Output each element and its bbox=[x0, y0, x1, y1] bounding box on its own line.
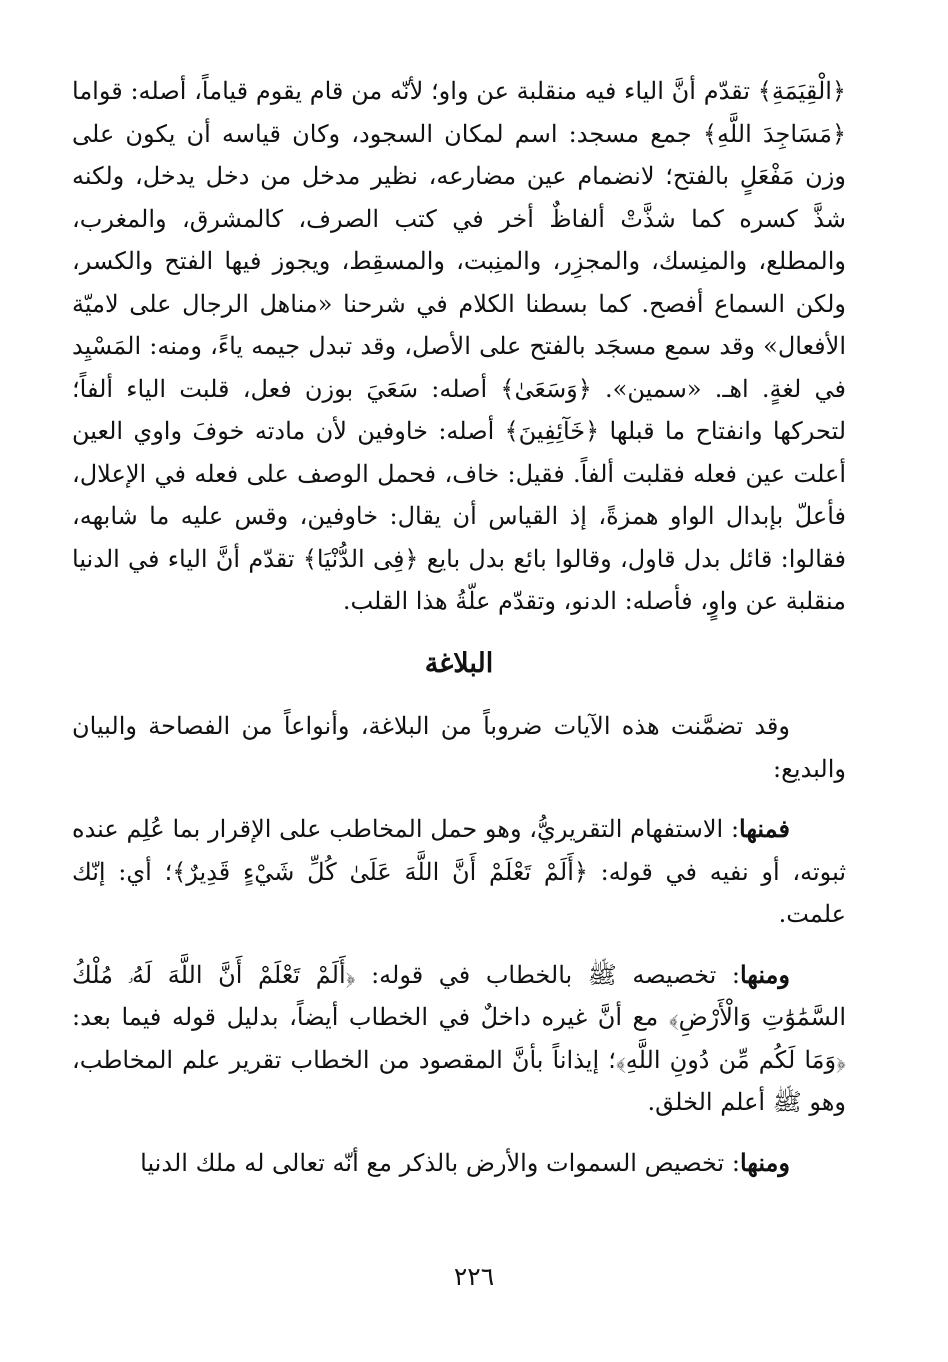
point-text: : تخصيص السموات والأرض بالذكر مع أنّه تعالى له ملك الدنيا bbox=[140, 1148, 740, 1177]
paragraph-gap bbox=[72, 1124, 846, 1142]
point-text: : الاستفهام التقريريُّ، وهو حمل المخاطب على الإقرار بما عُلِم عنده ثبوته، أو نفيه في قوله: ﴿أَلَمْ تَعْلَمْ أَنَّ اللَّهَ عَلَىٰ كُلِّ شَيْءٍ قَدِيرٌ﴾؛ أي: إنّك علمت. bbox=[72, 815, 846, 928]
paragraph-gap bbox=[72, 790, 846, 808]
paragraph-gap bbox=[72, 936, 846, 954]
balagha-point-1 bbox=[72, 808, 846, 936]
balagha-point-3 bbox=[72, 1142, 846, 1185]
point-lead: ومنها bbox=[739, 959, 790, 989]
intro-paragraph: ﴿الْقِيَمَةِ﴾ تقدّم أنَّ الياء فيه منقلبة عن واو؛ لأنّه من قام يقوم قياماً، أصله: قواما ﴿مَسَاجِدَ اللَّهِ﴾ جمع مسجد: اسم لمكان السجود، وكان قياسه أن يكون على وزن مَفْعَلٍ بالفتح؛ لانضمام عين مضارعه، نظير مدخل من دخل يدخل، ولكنه شذَّ كسره كما شذَّتْ ألفاظٌ أخر في كتب الصرف، كالمشرق، والمغرب، والمطلع، والمنِسك، والمجزِر، والمنِبت، والمسقِط، ويجوز فيها الفتح والكسر، ولكن السماع أفصح. كما بسطنا الكلام في شرحنا «مناهل الرجال على لاميّة الأفعال» وقد سمع مسجَد بالفتح على الأصل، وقد تبدل جيمه ياءً، ومنه: المَسْيِد في لغةٍ. اهـ. «سمين». ﴿وَسَعَىٰ﴾ أصله: سَعَيَ بوزن فعل، قلبت الياء ألفاً؛ لتحركها وانفتاح ما قبلها ﴿خَآئِفِينَ﴾ أصله: خاوفين لأن مادته خوفَ واوي العين أعلت عين فعله فقلبت ألفاً. فقيل: خاف، فحمل الوصف على فعله في الإعلال، فأعلّ بإبدال الواو همزةً، إذ القياس أن يقال: خاوفين، وقس عليه ما شابهه، فقالوا: قائل بدل قاول، وقالوا بائع بدل بايع ﴿فِى الدُّنْيَا﴾ تقدّم أنَّ الياء في الدنيا منقلبة عن واوٍ، فأصله: الدنو، وتقدّم علّةُ هذا القلب. bbox=[72, 77, 846, 615]
balagha-intro-paragraph: وقد تضمَّنت هذه الآيات ضروباً من البلاغة، وأنواعاً من الفصاحة والبيان والبديع: bbox=[72, 712, 846, 783]
point-lead: ومنها bbox=[739, 1147, 790, 1177]
page-number: ٢٢٦ bbox=[453, 1262, 495, 1291]
point-lead: فمنها bbox=[739, 814, 791, 843]
page-body bbox=[72, 70, 846, 1184]
section-heading: البلاغة bbox=[424, 647, 494, 679]
balagha-point-2 bbox=[72, 954, 846, 1124]
point-text: : تخصيصه ﷺ بالخطاب في قوله: ﴿أَلَمْ تَعْلَمْ أَنَّ اللَّهَ لَهُۥ مُلْكُ السَّمَٰوَٰتِ وَالْأَرْضِ﴾ مع أنَّ غيره داخلٌ في الخطاب أيضاً، بدليل قوله فيما بعد: ﴿وَمَا لَكُم مِّن دُونِ اللَّهِ﴾؛ إيذاناً بأنَّ المقصود من الخطاب تقرير علم المخاطب، وهو ﷺ أعلم الخلق. bbox=[72, 960, 846, 1116]
